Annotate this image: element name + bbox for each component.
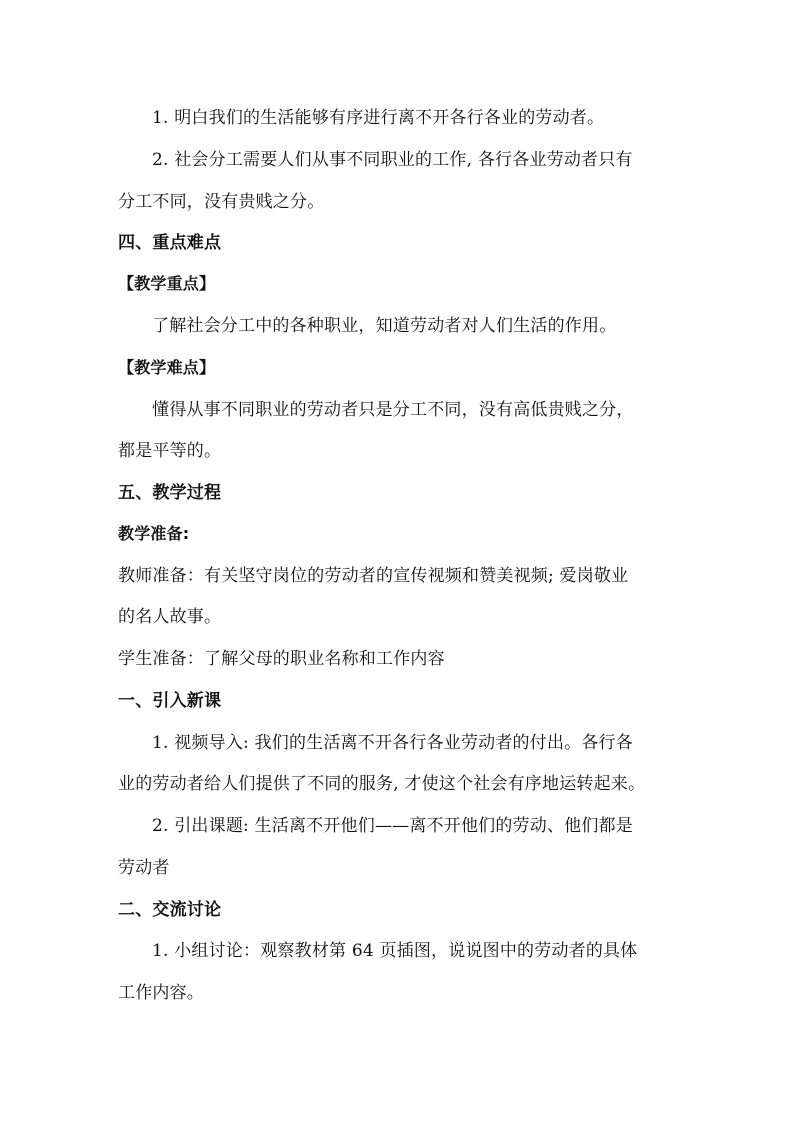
key-point-label: 【教学重点】 (118, 274, 216, 293)
difficult-point-label: 【教学难点】 (118, 358, 216, 377)
teacher-prep-line2: 的名人故事。 (118, 607, 222, 627)
part1-item1-line1: 1. 视频导入: 我们的生活离不开各行各业劳动者的付出。各行各 (152, 733, 633, 753)
part1-item2-line1: 2. 引出课题: 生活离不开他们——离不开他们的劳动、他们都是 (152, 816, 633, 836)
goal-item-1: 1. 明白我们的生活能够有序进行离不开各行各业的劳动者。 (152, 108, 605, 128)
key-point-text: 了解社会分工中的各种职业，知道劳动者对人们生活的作用。 (152, 316, 617, 336)
difficult-point-line1: 懂得从事不同职业的劳动者只是分工不同，没有高低贵贱之分， (152, 400, 634, 420)
section4-title: 四、重点难点 (118, 233, 222, 253)
preparation-label: 教学准备: (118, 524, 190, 543)
teacher-prep-line1: 教师准备：有关坚守岗位的劳动者的宣传视频和赞美视频; 爱岗敬业 (118, 566, 629, 586)
goal-item-2-line2: 分工不同，没有贵贱之分。 (118, 192, 325, 212)
part2-item1-line1: 1. 小组讨论：观察教材第 64 页插图，说说图中的劳动者的具体 (152, 941, 638, 961)
difficult-point-line2: 都是平等的。 (118, 441, 222, 461)
part1-item2-line2: 劳动者 (118, 858, 170, 878)
goal-item-2-line1: 2. 社会分工需要人们从事不同职业的工作, 各行各业劳动者只有 (152, 150, 633, 170)
section5-title: 五、教学过程 (118, 483, 222, 503)
student-prep-line: 学生准备：了解父母的职业名称和工作内容 (118, 649, 445, 669)
part2-item1-line2: 工作内容。 (118, 983, 204, 1003)
part1-title: 一、引入新课 (118, 691, 222, 711)
part2-title: 二、交流讨论 (118, 900, 222, 920)
part1-item1-line2: 业的劳动者给人们提供了不同的服务, 才使这个社会有序地运转起来。 (118, 774, 646, 794)
